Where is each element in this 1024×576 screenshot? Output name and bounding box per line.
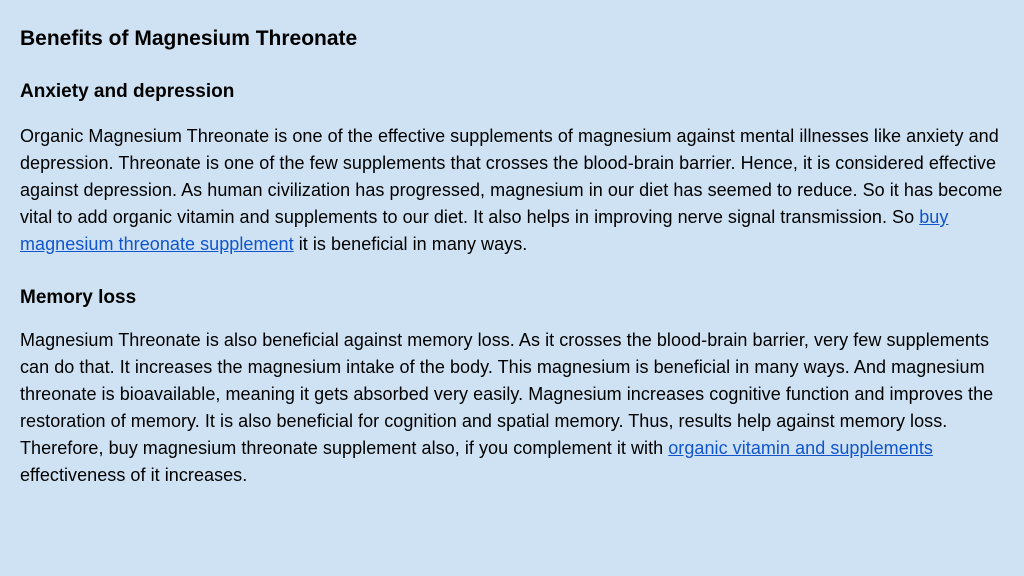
- organic-vitamin-link[interactable]: organic vitamin and supplements: [668, 438, 933, 458]
- paragraph-anxiety: [20, 123, 1004, 258]
- paragraph-text: effectiveness of it increases.: [20, 465, 248, 485]
- paragraph-memory: [20, 327, 1004, 489]
- section-heading-memory: Memory loss: [20, 287, 137, 308]
- paragraph-text: Magnesium Threonate is also beneficial against memory loss. As it crosses the blood-brain barrier, very few supplements can do that. It increases the magnesium intake of the body. This magnesium is beneficial in many ways. And magnesium threonate is bioavailable, meaning it gets absorbed very easily. Magnesium increases cognitive function and improves the restoration of memory. It is also beneficial for cognition and spatial memory. Thus, results help against memory loss. Therefore, buy magnesium threonate supplement also, if you complement it with: [20, 330, 994, 458]
- section-heading-anxiety: Anxiety and depression: [20, 81, 235, 102]
- paragraph-text: it is beneficial in many ways.: [293, 234, 528, 254]
- page-title: Benefits of Magnesium Threonate: [20, 27, 358, 50]
- paragraph-text: Organic Magnesium Threonate is one of the effective supplements of magnesium against mental illnesses like anxiety and depression. Threonate is one of the few supplements that crosses the blood-brain barrier. Hence, it is considered effective against depression. As human civilization has progressed, magnesium in our diet has seemed to reduce. So it has become vital to add organic vitamin and supplements to our diet. It also helps in improving nerve signal transmission. So: [20, 126, 1003, 227]
- buy-supplement-link[interactable]: buy magnesium threonate supplement: [20, 207, 949, 254]
